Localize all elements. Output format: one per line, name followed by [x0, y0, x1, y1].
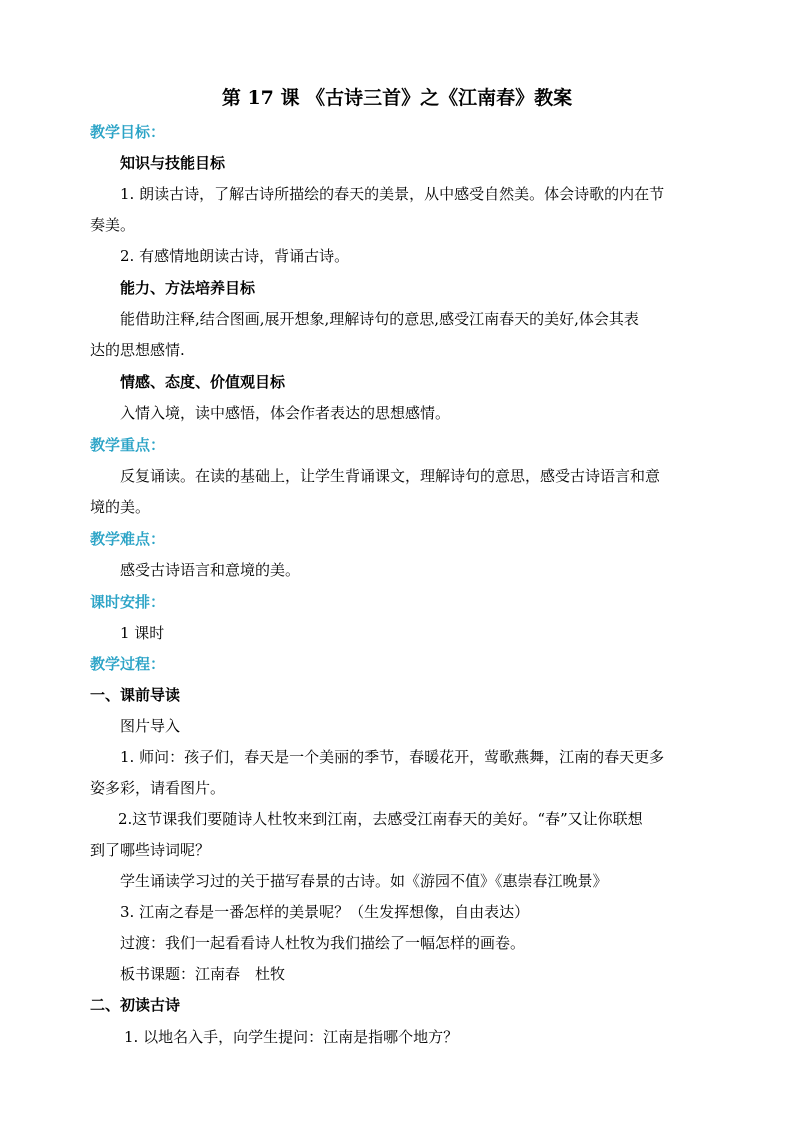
heading-schedule: 课时安排：: [90, 593, 166, 611]
paragraph-line: 图片导入: [120, 717, 181, 735]
paragraph-line: 反复诵读。在读的基础上，让学生背诵课文，理解诗句的意思，感受古诗语言和意: [120, 467, 661, 485]
section-pre-reading: 一、课前导读: [90, 686, 181, 704]
paragraph-line: 1. 师问：孩子们，春天是一个美丽的季节，春暖花开，莺歌燕舞，江南的春天更多: [120, 748, 665, 766]
paragraph-line: 1. 以地名入手，向学生提问：江南是指哪个地方？: [124, 1028, 459, 1046]
paragraph-line: 板书课题：江南春 杜牧: [120, 965, 286, 983]
paragraph-line: 奏美。: [90, 216, 136, 234]
paragraph-line: 感受古诗语言和意境的美。: [120, 561, 301, 579]
heading-teaching-goals: 教学目标：: [90, 123, 166, 141]
paragraph-line: 到了哪些诗词呢？: [90, 841, 211, 859]
paragraph-line: 达的思想感情.: [90, 341, 185, 359]
subheading-knowledge-skills: 知识与技能目标: [120, 154, 226, 172]
subheading-emotion-values: 情感、态度、价值观目标: [120, 373, 286, 391]
heading-key-points: 教学重点：: [90, 436, 166, 454]
paragraph-line: 姿多彩，请看图片。: [90, 779, 226, 797]
paragraph-line: 入情入境，读中感悟，体会作者表达的思想感情。: [120, 404, 451, 422]
paragraph-line: 能借助注释,结合图画,展开想象,理解诗句的意思,感受江南春天的美好,体会其表: [120, 310, 639, 328]
paragraph-line: 1 课时: [120, 624, 165, 642]
page-title: 第 17 课 《古诗三首》之《江南春》教案: [221, 87, 573, 109]
paragraph-line: 3. 江南之春是一番怎样的美景呢？（生发挥想像，自由表达）: [120, 903, 530, 921]
paragraph-line: 2. 有感情地朗读古诗，背诵古诗。: [120, 247, 350, 265]
paragraph-line: 学生诵读学习过的关于描写春景的古诗。如《游园不值》《惠崇春江晚景》: [120, 872, 608, 890]
paragraph-line: 1. 朗读古诗，了解古诗所描绘的春天的美景，从中感受自然美。体会诗歌的内在节: [120, 185, 665, 203]
paragraph-line: 过渡：我们一起看看诗人杜牧为我们描绘了一幅怎样的画卷。: [120, 934, 526, 952]
heading-teaching-process: 教学过程：: [90, 655, 166, 673]
section-first-reading: 二、初读古诗: [90, 996, 181, 1014]
paragraph-line: 境的美。: [90, 498, 151, 516]
heading-difficulties: 教学难点：: [90, 530, 166, 548]
subheading-ability-method: 能力、方法培养目标: [120, 279, 256, 297]
paragraph-line: 2.这节课我们要随诗人杜牧来到江南，去感受江南春天的美好。“春”又让你联想: [118, 810, 643, 828]
